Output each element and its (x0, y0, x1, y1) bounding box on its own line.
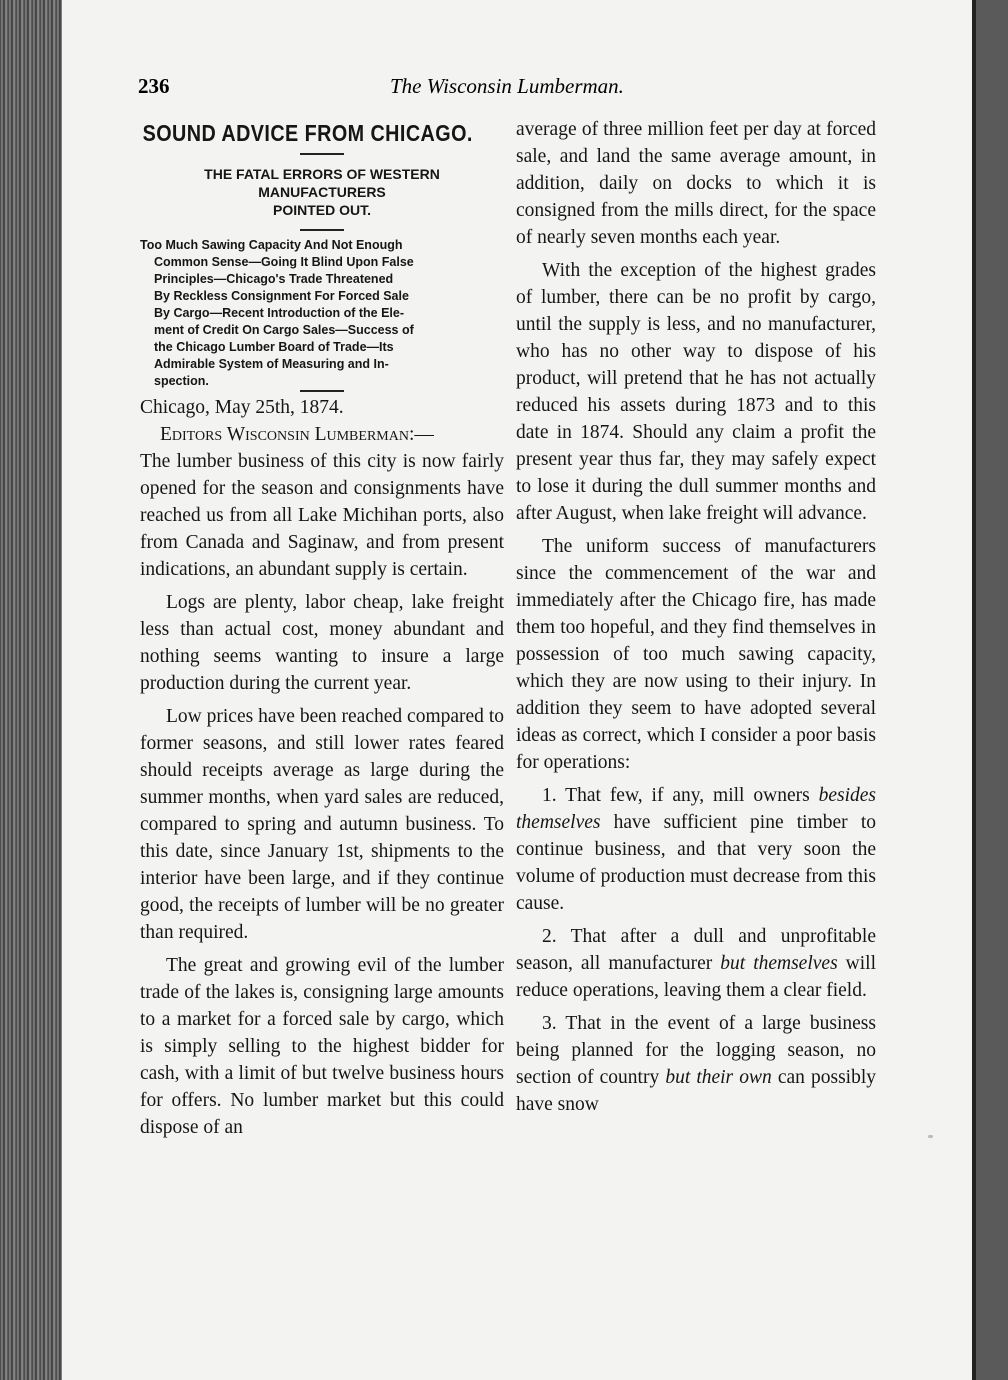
point-emphasis: but themselves (720, 953, 838, 974)
body-paragraph: The lumber business of this city is now fairly opened for the season and consignments have reached us from all Lake Michihan ports, also from Canada and Saginaw, and from present indications, an abundant supply is certain. (140, 451, 504, 580)
salutation: Editors Wisconsin Lumberman:— (160, 424, 434, 445)
body-paragraph: With the exception of the highest grades of lumber, there can be no profit by cargo, until the supply is less, and no manufacturer, who has no other way to dispose of his product, will pretend that he has not actually reduced his assets during 1873 and to this date in 1874. Should any claim a profit the present year thus far, they may safely expect to lose it during the dull summer months and after August, when lake freight will advance. (516, 260, 876, 524)
article-subheadline (140, 165, 504, 219)
book-binding (0, 0, 62, 1380)
numbered-point (516, 923, 876, 1004)
left-column (140, 120, 504, 1141)
running-title: The Wisconsin Lumberman. (390, 74, 624, 98)
right-column (516, 116, 876, 1118)
point-text: can possibly have snow (516, 1067, 876, 1115)
running-header (138, 74, 898, 104)
subheadline-line: POINTED OUT. (272, 202, 371, 218)
subheadline-line: THE FATAL ERRORS OF WESTERN MANUFACTURERS (204, 166, 440, 200)
point-text: 3. That in the event of a large business being planned for the logging season, no section of country (516, 1013, 876, 1088)
deck-line: By Cargo—Recent Introduction of the Ele- (154, 306, 405, 320)
deck-line: ment of Credit On Cargo Sales—Success of (154, 323, 414, 337)
body-paragraph: The great and growing evil of the lumber trade of the lakes is, consigning large amounts to a market for a forced sale by cargo, which is simply selling to the highest bidder for cash, with a limit of but twelve business hours for offers. No lumber market but this could dispose of an (140, 955, 504, 1138)
body-paragraph: average of three million feet per day at forced sale, and land the same average amount, in addition, daily on docks to which it is consigned from the mills direct, for the space of nearly seven months each year. (516, 119, 876, 248)
body-paragraph: Logs are plenty, labor cheap, lake freight less than actual cost, money abundant and nothing seems wanting to insure a large production during the current year. (140, 592, 504, 694)
point-text: 1. That few, if any, mill owners (542, 785, 819, 806)
numbered-point (516, 782, 876, 917)
deck-line: spection. (154, 374, 209, 388)
deck-line: the Chicago Lumber Board of Trade—Its (154, 340, 394, 354)
dateline: Chicago, May 25th, 1874. (140, 397, 344, 418)
deck-line: Common Sense—Going It Blind Upon False (154, 255, 414, 269)
divider-rule (300, 229, 344, 231)
print-speck (928, 1135, 933, 1138)
article-deck (140, 237, 504, 390)
divider-rule (300, 390, 344, 392)
numbered-point (516, 1010, 876, 1118)
deck-line: Too Much Sawing Capacity And Not Enough (140, 238, 403, 252)
deck-line: Admirable System of Measuring and In- (154, 357, 389, 371)
point-emphasis: but their own (665, 1067, 772, 1088)
point-text: 2. That after a dull and unprofitable season, all manufacturer (516, 926, 876, 974)
point-text: have sufficient pine timber to continue business, and that very soon the volume of production must decrease from this cause. (516, 812, 876, 914)
deck-line: Principles—Chicago's Trade Threatened (154, 272, 394, 286)
page-edge-shadow (972, 0, 1008, 1380)
deck-line: By Reckless Consignment For Forced Sale (154, 289, 409, 303)
page-number: 236 (138, 74, 170, 98)
body-paragraph: The uniform success of manufacturers since the commencement of the war and immediately after the Chicago fire, has made them too hopeful, and they find themselves in possession of too much sawing capacity, which they are now using to their injury. In addition they seem to have adopted several ideas as correct, which I consider a poor basis for operations: (516, 536, 876, 773)
divider-rule (300, 153, 344, 155)
body-paragraph: Low prices have been reached compared to former seasons, and still lower rates feared should receipts average as large during the summer months, when yard sales are reduced, compared to spring and autumn business. To this date, since January 1st, shipments to the interior have been large, and if they continue good, the receipts of lumber will be no greater than required. (140, 706, 504, 943)
point-text: will reduce operations, leaving them a clear field. (516, 953, 877, 1001)
point-emphasis: besides themselves (516, 785, 876, 833)
article-headline: SOUND ADVICE FROM CHICAGO. (142, 120, 473, 146)
